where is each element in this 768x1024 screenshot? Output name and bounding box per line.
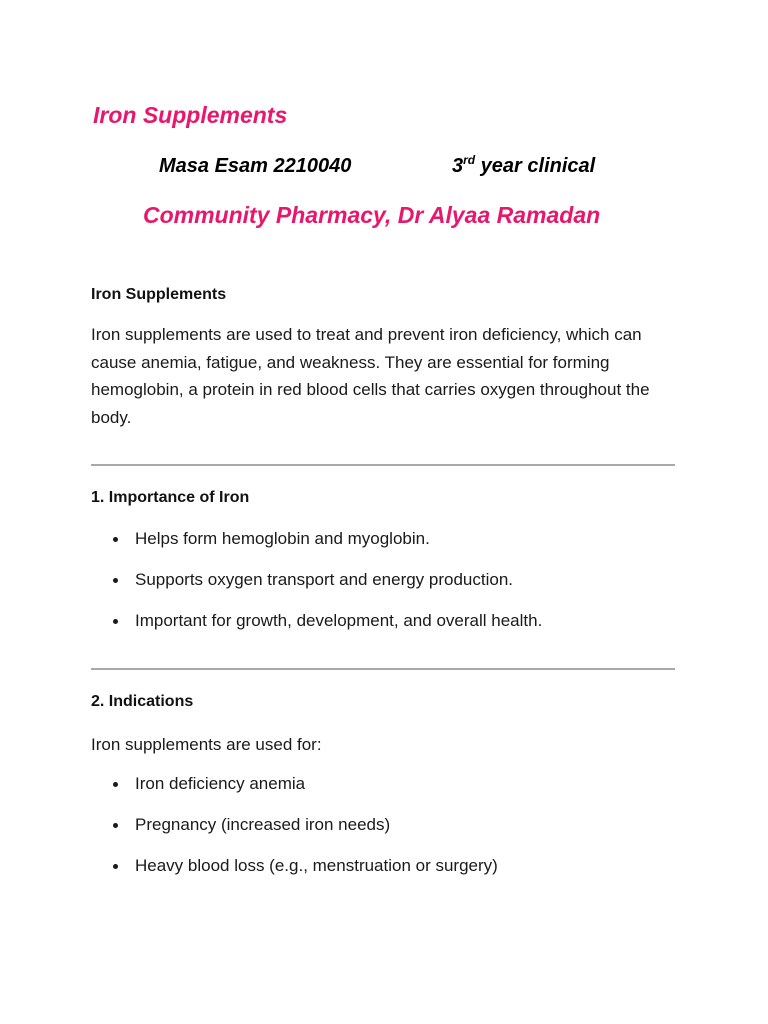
year-superscript: rd <box>463 153 476 167</box>
bullet-icon <box>113 782 118 787</box>
course-line: Community Pharmacy, Dr Alyaa Ramadan <box>143 202 601 228</box>
list-item <box>91 772 691 813</box>
author-line: Masa Esam 2210040 <box>159 155 352 177</box>
list-item <box>91 568 691 609</box>
list-item <box>91 854 691 895</box>
indications-lead: Iron supplements are used for: <box>91 735 322 754</box>
intro-heading: Iron Supplements <box>91 286 227 303</box>
bullet-icon <box>113 537 118 542</box>
bullet-icon <box>113 619 118 624</box>
intro-paragraph: Iron supplements are used to treat and prevent iron deficiency, which can cause anemia, fatigue, and weakness. They are essential for forming hemoglobin, a protein in red blood cells that carries oxygen throughout the body. <box>91 325 650 427</box>
bullet-icon <box>113 823 118 828</box>
indications-list <box>91 772 691 895</box>
bullet-icon <box>113 864 118 869</box>
list-item-text: Important for growth, development, and overall health. <box>135 611 543 630</box>
section-divider <box>91 464 675 466</box>
year-rest: year clinical <box>475 155 596 177</box>
list-item <box>91 609 691 650</box>
document-title: Iron Supplements <box>93 102 288 128</box>
list-item <box>91 813 691 854</box>
year-line <box>452 152 595 180</box>
list-item-text: Heavy blood loss (e.g., menstruation or surgery) <box>135 856 498 875</box>
section-divider <box>91 668 675 670</box>
list-item-text: Iron deficiency anemia <box>135 774 306 793</box>
bullet-icon <box>113 578 118 583</box>
list-item-text: Pregnancy (increased iron needs) <box>135 815 391 834</box>
importance-heading: 1. Importance of Iron <box>91 489 250 506</box>
list-item <box>91 527 691 568</box>
year-number: 3 <box>452 155 464 177</box>
list-item-text: Helps form hemoglobin and myoglobin. <box>135 529 430 548</box>
importance-list <box>91 527 691 650</box>
indications-heading: 2. Indications <box>91 693 194 710</box>
list-item-text: Supports oxygen transport and energy production. <box>135 570 514 589</box>
